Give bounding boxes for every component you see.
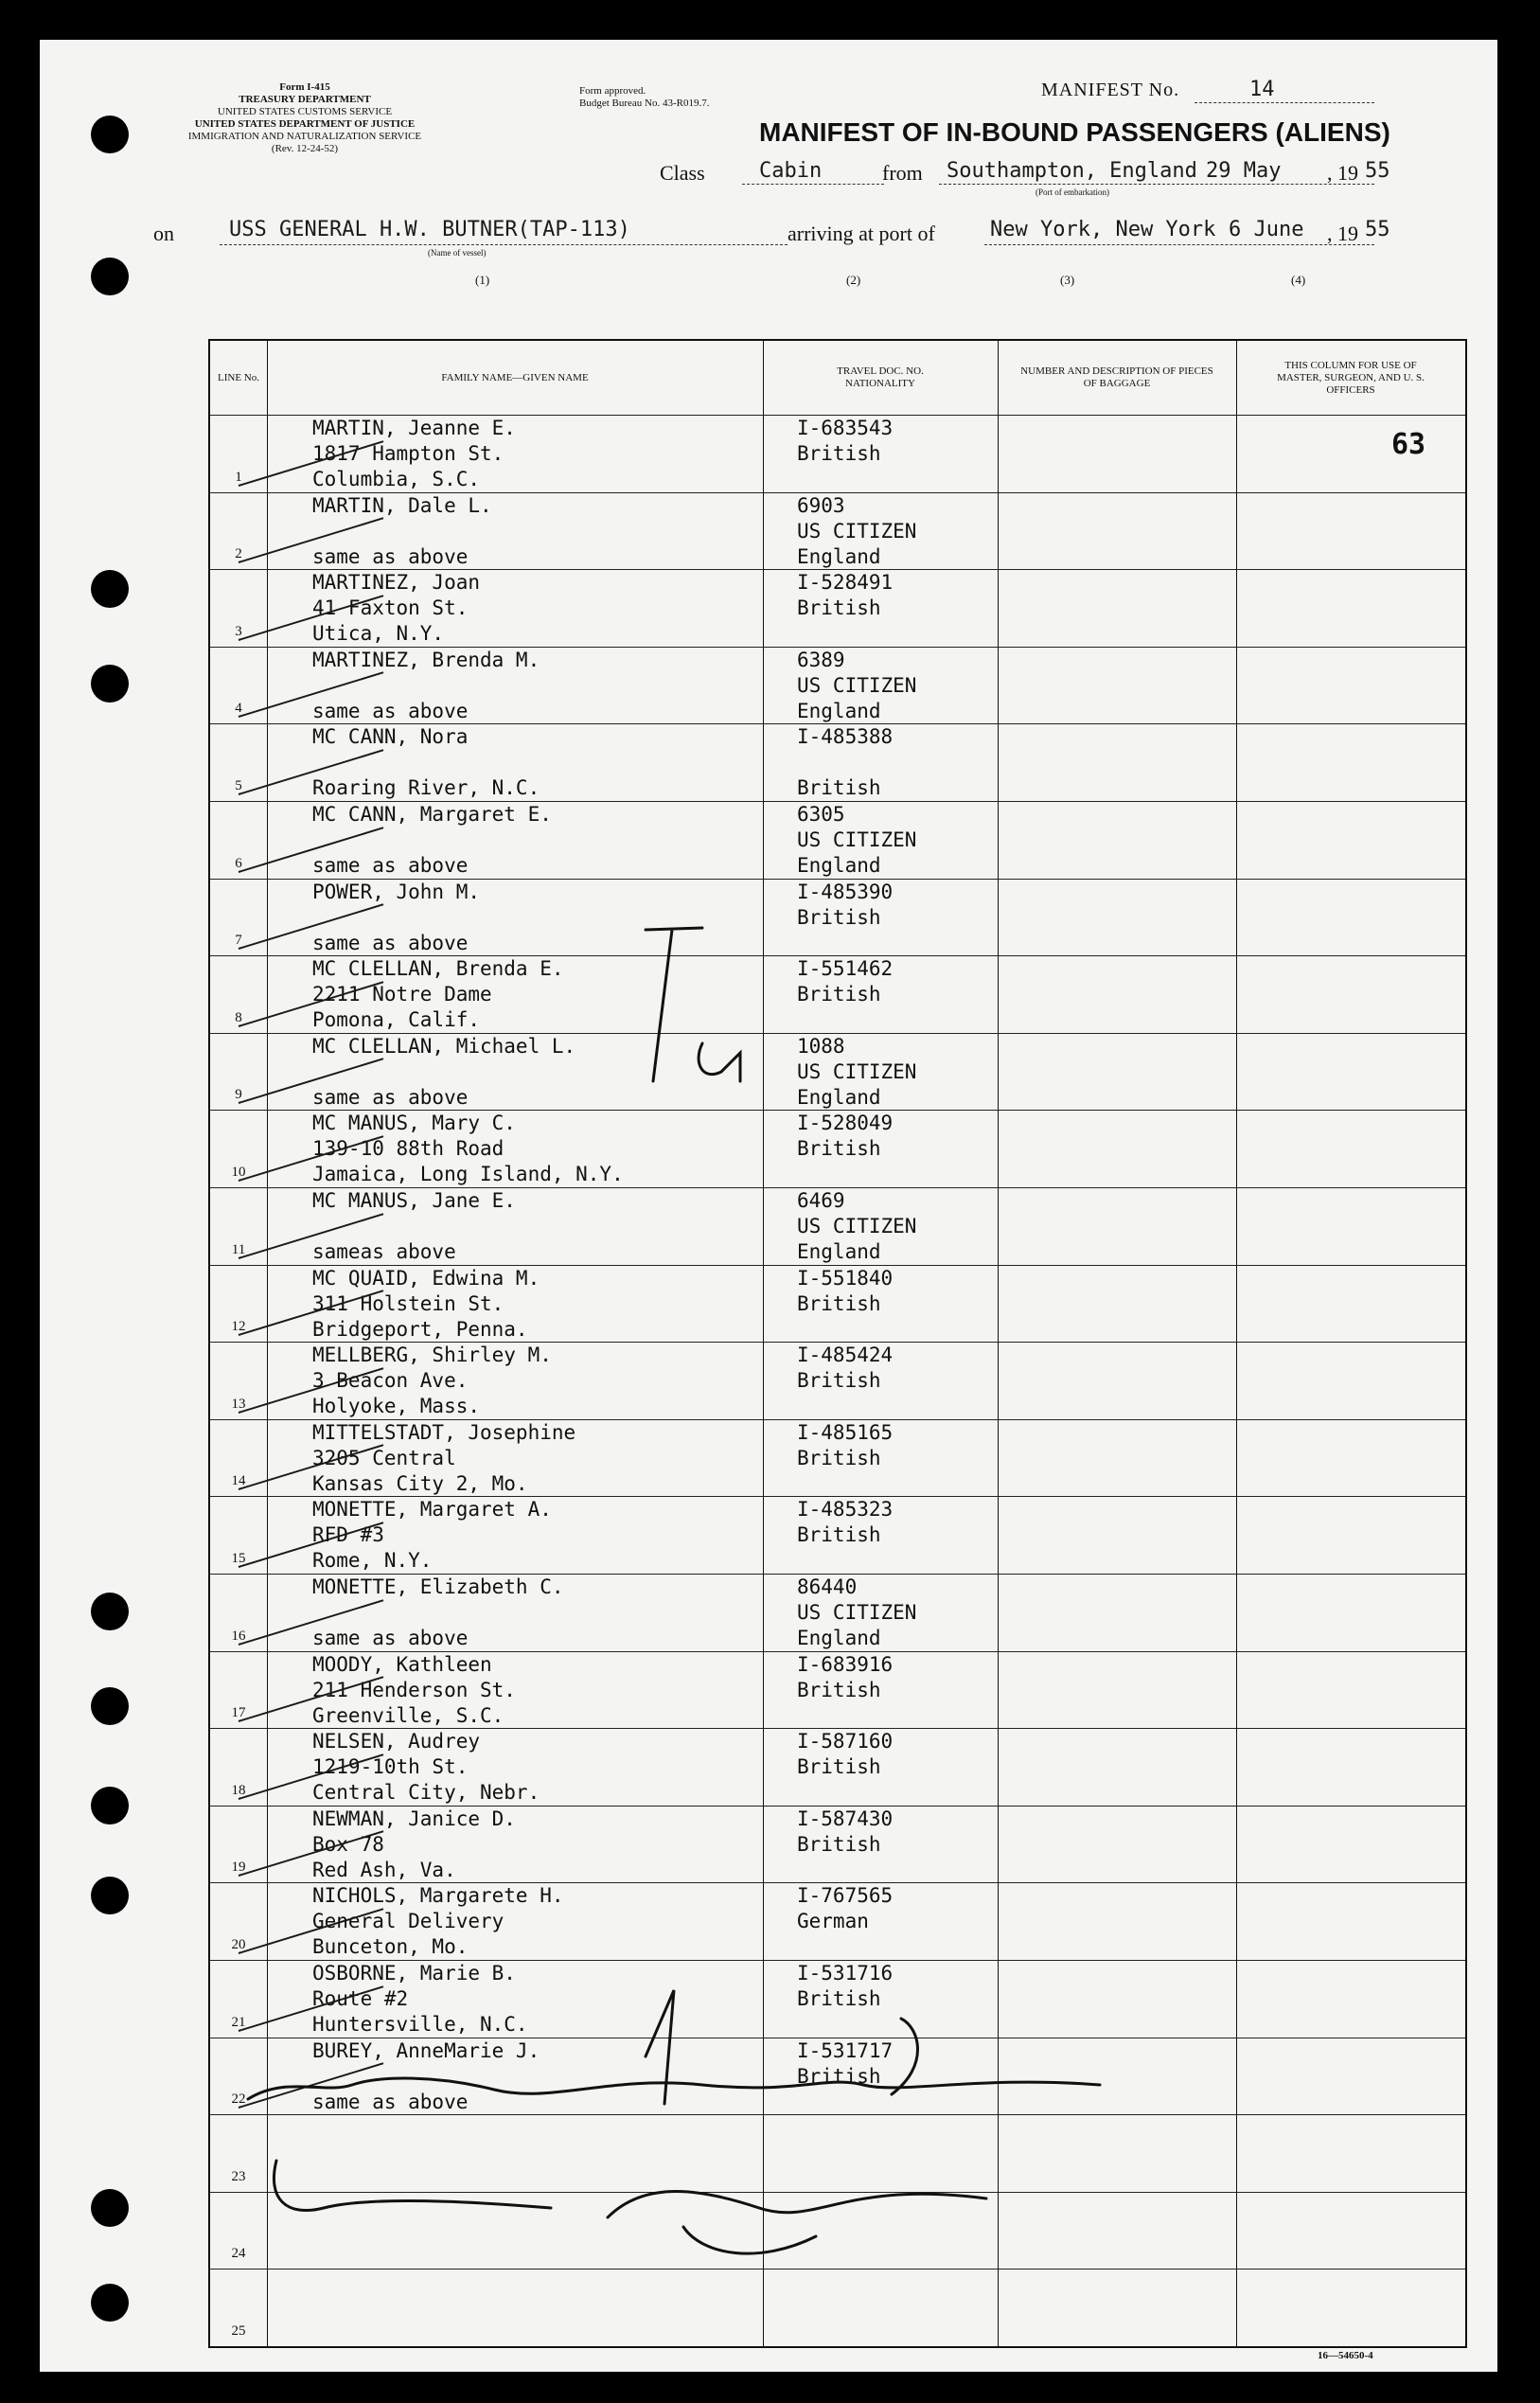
- travel-doc-number: I-485390: [797, 880, 894, 903]
- table-row: [210, 1728, 1465, 1806]
- passenger-name: NICHOLS, Margarete H.: [312, 1884, 564, 1908]
- passenger-address-line: Pomona, Calif.: [312, 1008, 481, 1032]
- passenger-address-line: 2211 Notre Dame: [312, 983, 492, 1006]
- passenger-address-line: General Delivery: [312, 1910, 504, 1933]
- passenger-address-line: Box 78: [312, 1832, 384, 1856]
- travel-doc-number: I-528049: [797, 1112, 894, 1135]
- table-row: [210, 1574, 1465, 1651]
- nationality: British: [797, 1755, 881, 1779]
- nationality: British: [797, 1291, 881, 1315]
- line-number: 17: [231, 1705, 246, 1721]
- line-number: 12: [231, 1319, 246, 1335]
- line-number: 8: [235, 1009, 242, 1025]
- punch-hole: [91, 570, 129, 608]
- nationality: British: [797, 596, 881, 620]
- nationality: British: [797, 1137, 881, 1161]
- budget-bureau: Budget Bureau No. 43-R019.7.: [579, 98, 710, 109]
- travel-doc-number: 1088: [797, 1034, 845, 1058]
- travel-doc-number: I-485323: [797, 1498, 894, 1522]
- class-underline: [742, 184, 884, 185]
- nationality: England: [797, 854, 881, 877]
- manifest-title: MANIFEST OF IN-BOUND PASSENGERS (ALIENS): [759, 117, 1390, 147]
- col-number-4: (4): [1291, 273, 1306, 287]
- table-row: [210, 1651, 1465, 1729]
- passenger-address-line: Utica, N.Y.: [312, 622, 445, 646]
- passenger-name: MC CANN, Margaret E.: [312, 803, 552, 826]
- punch-hole: [91, 665, 129, 703]
- passenger-address-line: Rome, N.Y.: [312, 1549, 433, 1573]
- punch-hole: [91, 116, 129, 153]
- passenger-address-line: 1219-10th St.: [312, 1755, 469, 1779]
- passenger-address-line: same as above: [312, 2090, 469, 2113]
- travel-doc-number: I-531717: [797, 2038, 894, 2062]
- passenger-name: MOODY, Kathleen: [312, 1652, 492, 1676]
- passenger-address-line: same as above: [312, 854, 469, 877]
- passenger-address-line: Route #2: [312, 1987, 409, 2010]
- col-header-officers: THIS COLUMN FOR USE OF MASTER, SURGEON, AND U. S. OFFICERS: [1277, 359, 1425, 396]
- passenger-name: NEWMAN, Janice D.: [312, 1807, 516, 1830]
- punch-hole: [91, 1593, 129, 1630]
- nationality: British: [797, 1987, 881, 2010]
- customs-service: UNITED STATES CUSTOMS SERVICE: [217, 106, 393, 117]
- passenger-address-line: 139-10 88th Road: [312, 1137, 504, 1161]
- line-number: 23: [231, 2168, 246, 2184]
- nationality: US CITIZEN: [797, 1601, 917, 1624]
- passenger-address-line: Huntersville, N.C.: [312, 2013, 528, 2036]
- line-number: 2: [235, 546, 242, 562]
- nationality: British: [797, 1678, 881, 1701]
- travel-doc-number: I-587430: [797, 1807, 894, 1830]
- treasury-dept: TREASURY DEPARTMENT: [239, 94, 371, 105]
- nationality: British: [797, 776, 881, 800]
- passenger-address-line: 211 Henderson St.: [312, 1678, 516, 1701]
- col-header-name: FAMILY NAME—GIVEN NAME: [441, 371, 589, 383]
- passenger-address-line: 3205 Central: [312, 1446, 456, 1469]
- table-row: [210, 955, 1465, 1033]
- table-row: [210, 801, 1465, 879]
- table-row: [210, 2269, 1465, 2346]
- punch-hole: [91, 2189, 129, 2227]
- arrival-year: 55: [1365, 218, 1390, 241]
- passenger-name: MONETTE, Margaret A.: [312, 1498, 552, 1522]
- passenger-name: MC MANUS, Jane E.: [312, 1189, 516, 1212]
- travel-doc-number: 6305: [797, 803, 845, 826]
- nationality: US CITIZEN: [797, 519, 917, 543]
- table-row: [210, 569, 1465, 647]
- form-approved: Form approved.: [579, 85, 646, 97]
- passenger-name: MARTINEZ, Brenda M.: [312, 648, 540, 671]
- table-row: [210, 2192, 1465, 2270]
- line-number: 6: [235, 855, 242, 871]
- travel-doc-number: I-485165: [797, 1420, 894, 1444]
- nationality: England: [797, 1085, 881, 1109]
- vessel-underline: [220, 244, 788, 245]
- passenger-address-line: RFD #3: [312, 1523, 384, 1547]
- travel-doc-number: I-528491: [797, 571, 894, 595]
- passenger-name: MC CANN, Nora: [312, 725, 469, 749]
- travel-doc-number: I-485388: [797, 725, 894, 749]
- manifest-number: 14: [1249, 78, 1275, 101]
- punch-hole: [91, 2284, 129, 2322]
- passenger-name: MC QUAID, Edwina M.: [312, 1266, 540, 1290]
- line-number: 24: [231, 2246, 246, 2262]
- arrival-year-prefix: , 19: [1327, 222, 1358, 245]
- line-number: 13: [231, 1396, 246, 1412]
- table-row: [210, 1187, 1465, 1265]
- nationality: German: [797, 1910, 869, 1933]
- travel-doc-number: 6903: [797, 493, 845, 517]
- nationality: England: [797, 1240, 881, 1263]
- passenger-address-line: same as above: [312, 699, 469, 722]
- nationality: US CITIZEN: [797, 1215, 917, 1237]
- passenger-name: MELLBERG, Shirley M.: [312, 1344, 552, 1367]
- nationality: British: [797, 1369, 881, 1393]
- justice-dept: UNITED STATES DEPARTMENT OF JUSTICE: [194, 118, 416, 130]
- line-number: 4: [235, 701, 242, 717]
- passenger-address-line: same as above: [312, 1085, 469, 1109]
- line-number: 18: [231, 1782, 246, 1798]
- nationality: British: [797, 983, 881, 1006]
- passenger-address-line: same as above: [312, 931, 469, 954]
- passenger-address-line: same as above: [312, 544, 469, 568]
- agency-block: [144, 81, 466, 155]
- line-number: 11: [231, 1241, 246, 1257]
- line-number: 3: [235, 623, 242, 639]
- table-row: [210, 2038, 1465, 2115]
- passenger-address-line: sameas above: [312, 1240, 456, 1263]
- nationality: England: [797, 544, 881, 568]
- travel-doc-number: I-551462: [797, 957, 894, 981]
- table-row: [210, 723, 1465, 801]
- nationality: British: [797, 442, 881, 465]
- table-row: [210, 492, 1465, 570]
- departure-year-prefix: , 19: [1327, 161, 1358, 185]
- line-number: 10: [231, 1164, 246, 1180]
- passenger-name: MARTIN, Dale L.: [312, 493, 492, 517]
- manifest-page: [40, 40, 1497, 2372]
- passenger-name: MONETTE, Elizabeth C.: [312, 1575, 564, 1598]
- nationality: England: [797, 699, 881, 722]
- from-label: from: [882, 161, 923, 185]
- nationality: British: [797, 1446, 881, 1469]
- passenger-name: MARTIN, Jeanne E.: [312, 417, 516, 439]
- passenger-name: MITTELSTADT, Josephine: [312, 1420, 576, 1444]
- col-header-baggage: NUMBER AND DESCRIPTION OF PIECES OF BAGGAGE: [1020, 365, 1213, 389]
- line-number: 16: [231, 1628, 246, 1644]
- passenger-address-line: Jamaica, Long Island, N.Y.: [312, 1163, 624, 1186]
- port-caption: (Port of embarkation): [1036, 187, 1109, 197]
- table-row: [210, 1496, 1465, 1574]
- table-row: [210, 1033, 1465, 1111]
- line-number: 20: [231, 1936, 246, 1952]
- travel-doc-number: 6389: [797, 648, 845, 671]
- table-row: [210, 1265, 1465, 1343]
- passenger-address-line: Holyoke, Mass.: [312, 1395, 481, 1418]
- officer-count: 63: [1391, 428, 1426, 461]
- passenger-name: OSBORNE, Marie B.: [312, 1962, 516, 1985]
- nationality: British: [797, 2064, 881, 2088]
- travel-doc-number: 86440: [797, 1575, 858, 1598]
- passenger-name: MARTINEZ, Joan: [312, 571, 481, 595]
- passenger-name: MC CLELLAN, Michael L.: [312, 1034, 576, 1058]
- passenger-address-line: Central City, Nebr.: [312, 1781, 540, 1805]
- travel-doc-number: I-683916: [797, 1652, 894, 1676]
- form-code: 16—54650-4: [1318, 2350, 1373, 2361]
- ins: IMMIGRATION AND NATURALIZATION SERVICE: [187, 131, 422, 142]
- arrival-port: New York, New York: [990, 218, 1216, 241]
- passenger-address-line: Bridgeport, Penna.: [312, 1317, 528, 1341]
- col-header-travel-doc: TRAVEL DOC. NO. NATIONALITY: [837, 365, 924, 389]
- travel-doc-number: I-531716: [797, 1962, 894, 1985]
- passenger-address-line: 41 Faxton St.: [312, 596, 469, 620]
- manifest-number-label: MANIFEST No.: [1041, 80, 1180, 100]
- class-label: Class: [660, 161, 705, 185]
- table-row: [210, 647, 1465, 724]
- table-row: [210, 879, 1465, 956]
- passenger-name: NELSEN, Audrey: [312, 1730, 481, 1753]
- passenger-address-line: Kansas City 2, Mo.: [312, 1471, 528, 1495]
- passenger-name: BUREY, AnneMarie J.: [312, 2038, 540, 2062]
- passenger-address-line: 311 Holstein St.: [312, 1291, 504, 1315]
- punch-hole: [91, 1877, 129, 1914]
- table-row: [210, 1342, 1465, 1419]
- travel-doc-number: 6469: [797, 1189, 845, 1212]
- from-underline: [939, 184, 1374, 185]
- passenger-address-line: Red Ash, Va.: [312, 1858, 456, 1881]
- departure-date: 29 May: [1206, 159, 1282, 183]
- punch-hole: [91, 258, 129, 295]
- table-row: [210, 1882, 1465, 1960]
- arriving-label: arriving at port of: [788, 222, 935, 245]
- travel-doc-number: I-683543: [797, 417, 894, 439]
- line-number: 22: [231, 2092, 246, 2108]
- table-row: [210, 1806, 1465, 1883]
- nationality: US CITIZEN: [797, 673, 917, 697]
- line-number: 19: [231, 1860, 246, 1876]
- form-number: Form I-415: [279, 81, 330, 93]
- passenger-address-line: Columbia, S.C.: [312, 468, 481, 490]
- col-number-2: (2): [846, 273, 861, 287]
- table-row: [210, 2114, 1465, 2192]
- nationality: US CITIZEN: [797, 1059, 917, 1083]
- passenger-address-line: Roaring River, N.C.: [312, 776, 540, 800]
- table-row: [210, 1419, 1465, 1497]
- approval-block: [579, 85, 709, 110]
- line-number: 25: [231, 2323, 246, 2339]
- line-number: 5: [235, 777, 242, 793]
- arrival-underline: [984, 244, 1374, 245]
- vessel-caption: (Name of vessel): [428, 248, 487, 258]
- nationality: US CITIZEN: [797, 828, 917, 851]
- passenger-address-line: 1817 Hampton St.: [312, 442, 504, 465]
- passenger-address-line: Bunceton, Mo.: [312, 1935, 469, 1959]
- table-row: [210, 1960, 1465, 2038]
- manifest-number-underline: [1195, 102, 1374, 103]
- col-number-3: (3): [1060, 273, 1075, 287]
- punch-hole: [91, 1687, 129, 1725]
- travel-doc-number: I-551840: [797, 1266, 894, 1290]
- col-header-line: LINE No.: [218, 371, 259, 383]
- passenger-address-line: Greenville, S.C.: [312, 1703, 504, 1727]
- departure-year: 55: [1365, 159, 1390, 183]
- punch-hole: [91, 1787, 129, 1824]
- nationality: British: [797, 905, 881, 929]
- passenger-name: MC MANUS, Mary C.: [312, 1112, 516, 1135]
- passenger-address-line: same as above: [312, 1627, 469, 1649]
- manifest-table: [208, 339, 1467, 2348]
- nationality: British: [797, 1523, 881, 1547]
- nationality: British: [797, 1832, 881, 1856]
- line-number: 21: [231, 2014, 246, 2030]
- travel-doc-number: I-587160: [797, 1730, 894, 1753]
- line-number: 9: [235, 1087, 242, 1103]
- line-number: 14: [231, 1473, 246, 1489]
- travel-doc-number: I-485424: [797, 1344, 894, 1367]
- on-label: on: [153, 222, 174, 245]
- revision: (Rev. 12-24-52): [271, 143, 339, 154]
- table-row: [210, 1110, 1465, 1187]
- line-number: 1: [235, 469, 242, 485]
- class-value: Cabin: [759, 159, 823, 183]
- arrival-date: 6 June: [1229, 218, 1304, 241]
- departure-port: Southampton, England: [947, 159, 1197, 183]
- passenger-name: POWER, John M.: [312, 880, 481, 903]
- passenger-address-line: 3 Beacon Ave.: [312, 1369, 469, 1393]
- line-number: 7: [235, 933, 242, 949]
- travel-doc-number: I-767565: [797, 1884, 894, 1908]
- vessel-name: USS GENERAL H.W. BUTNER(TAP-113): [229, 218, 630, 241]
- line-number: 15: [231, 1550, 246, 1566]
- passenger-name: MC CLELLAN, Brenda E.: [312, 957, 564, 981]
- nationality: England: [797, 1627, 881, 1649]
- table-row: [210, 415, 1465, 492]
- col-number-1: (1): [475, 273, 490, 287]
